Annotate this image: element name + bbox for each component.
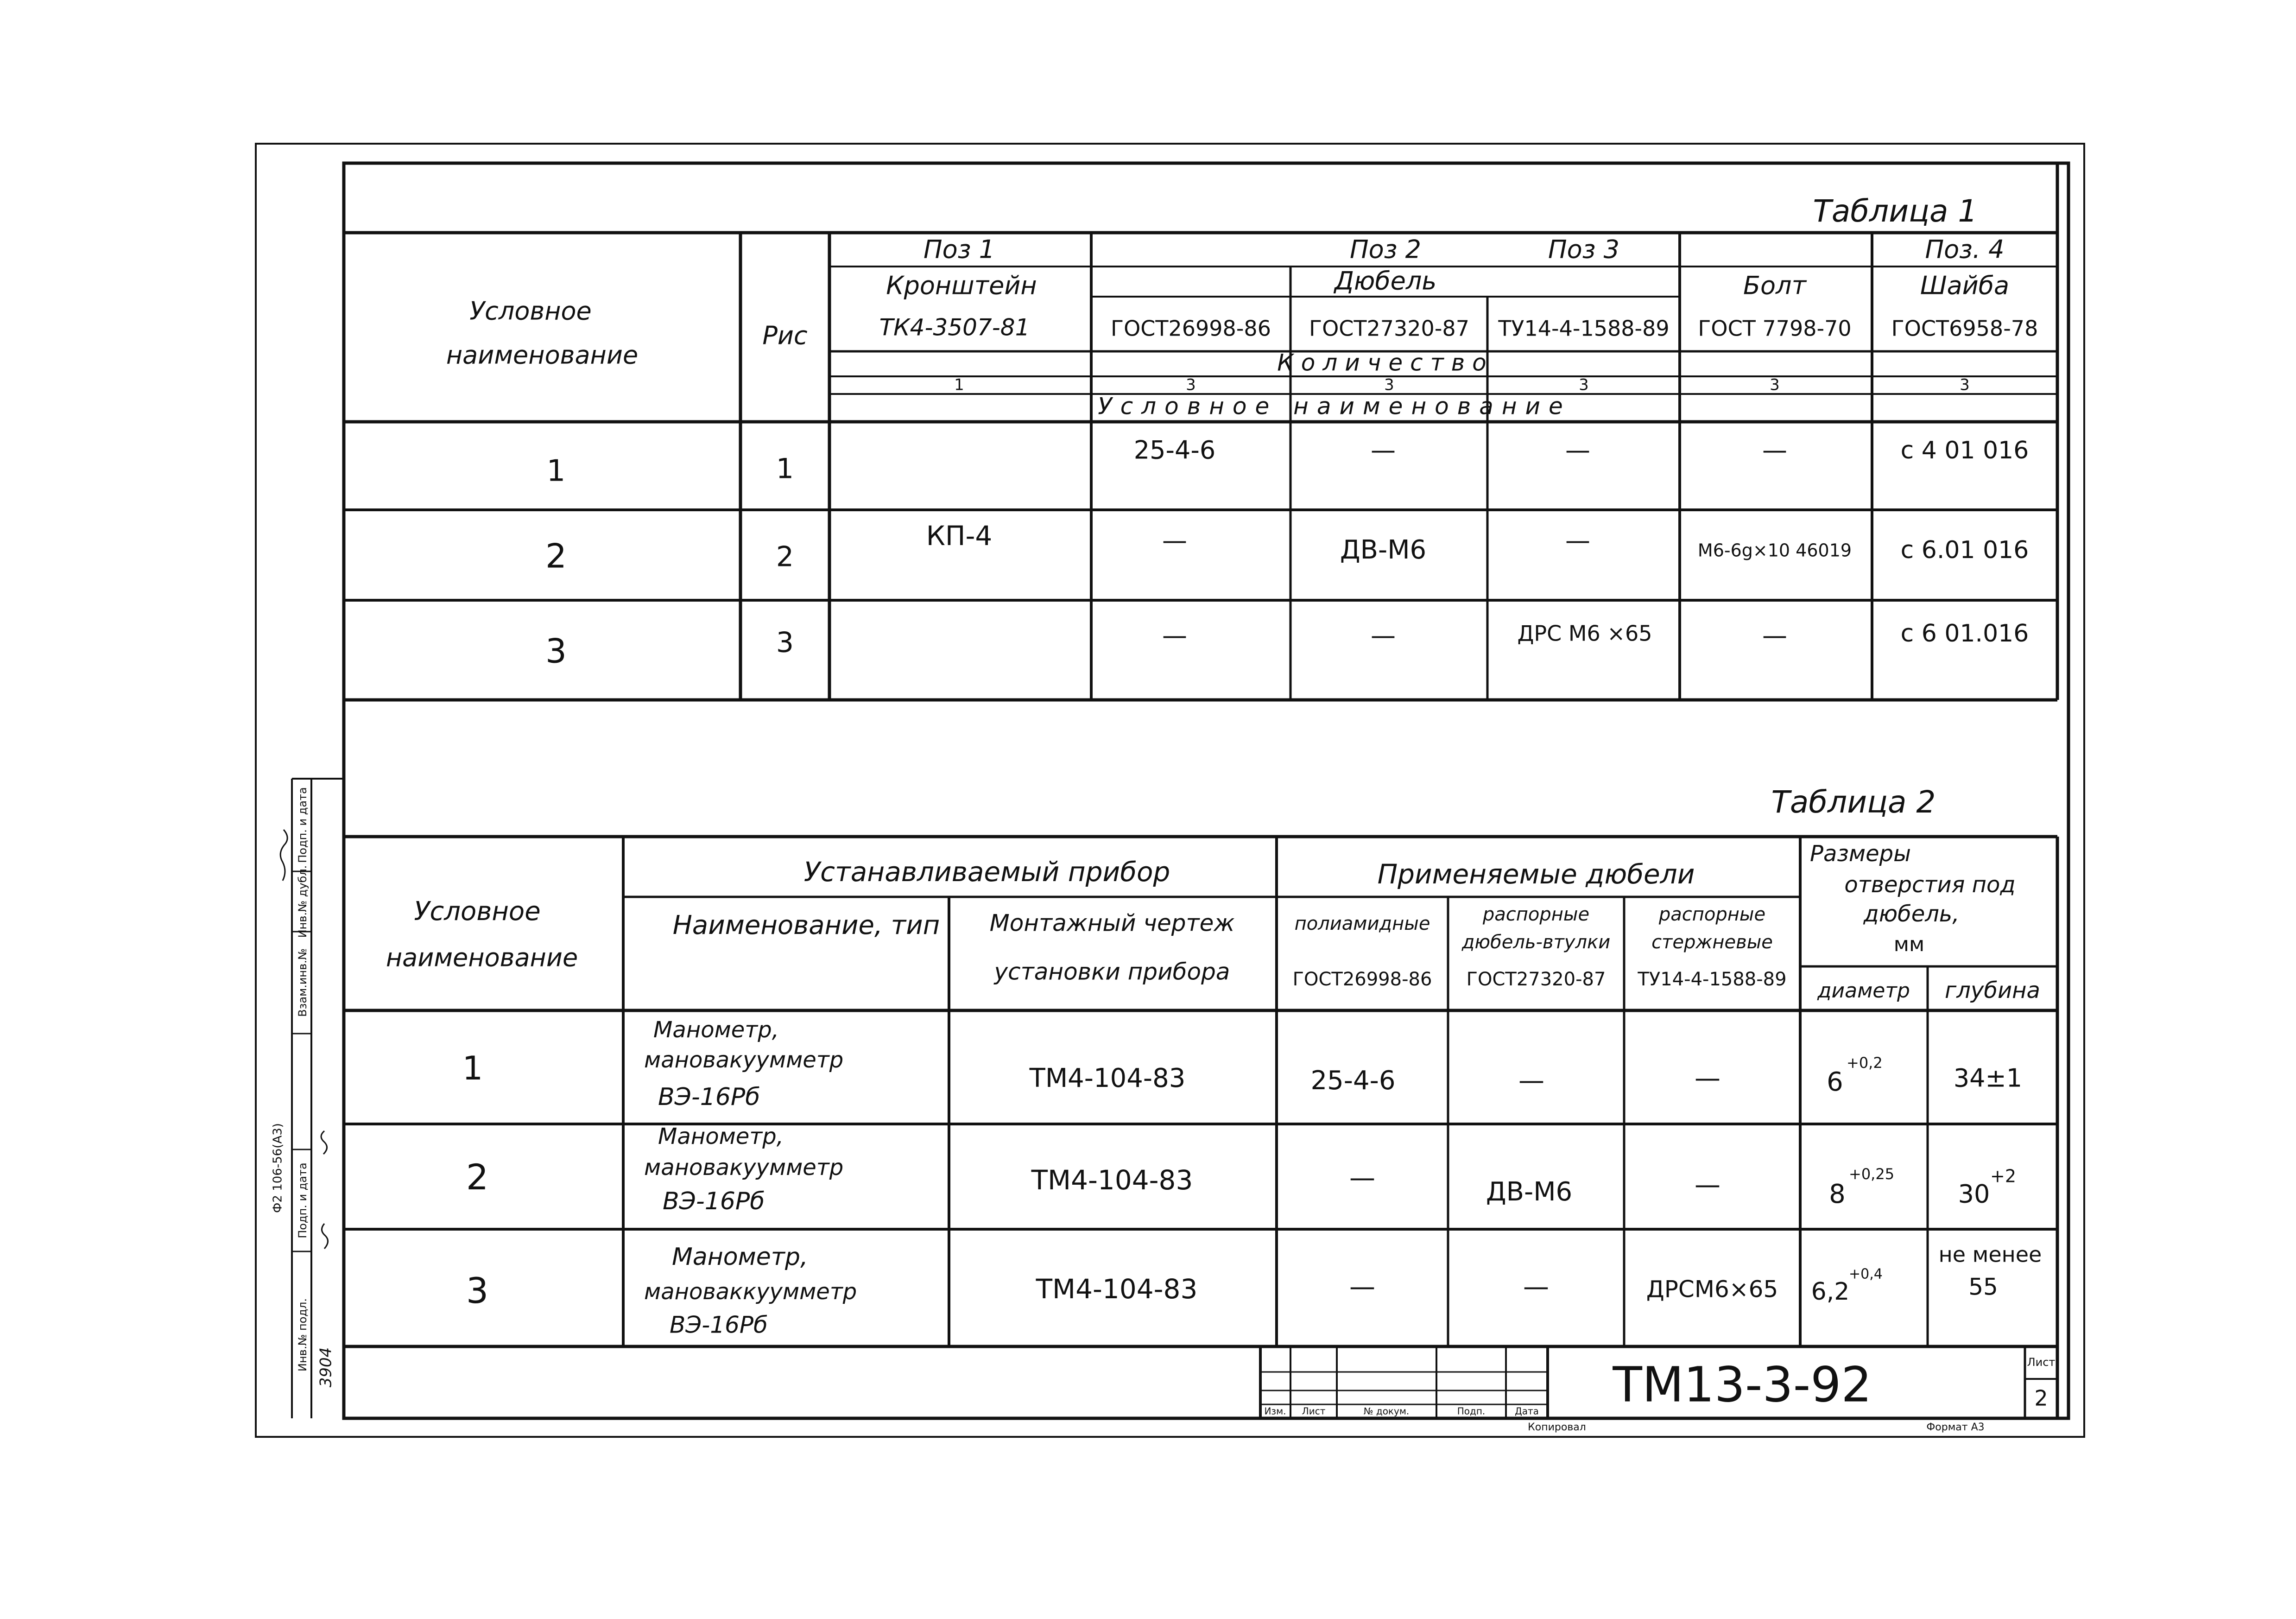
t2-row1-diam: 6 (1827, 1067, 1843, 1098)
t1-row3-da: — (1162, 621, 1187, 650)
t1-item2-std-b: ГОСТ27320-87 (1309, 316, 1469, 341)
t2-head-mount-a: Монтажный чертеж (989, 909, 1235, 937)
t1-cond-name-label: Условное наименование (1098, 393, 1571, 420)
t2-row3-diam: 6,2 (1811, 1278, 1850, 1306)
title-block-col-doc: № докум. (1363, 1405, 1410, 1417)
t2-row3-diam-tol: +0,4 (1849, 1266, 1883, 1283)
t1-row3-fig: 3 (776, 626, 794, 659)
title-block-col-sign: Подп. (1457, 1405, 1486, 1417)
t2-row2-mount: ТМ4-104-83 (1031, 1164, 1193, 1196)
t1-poz3: Поз 3 (1548, 235, 1619, 264)
copied-by-label: Копировал (1528, 1422, 1586, 1433)
t1-qty-2: 3 (1186, 375, 1196, 394)
t1-item1-std: ТК4-3507-81 (879, 314, 1030, 341)
t2-row1-poly: 25-4-6 (1310, 1066, 1396, 1096)
t1-row2-name: 2 (545, 536, 567, 576)
t2-head-device: Устанавливаемый прибор (803, 856, 1170, 888)
format-label: Формат А3 (1926, 1422, 1985, 1433)
t2-row3-dev-b: мановаккуумметр (644, 1279, 857, 1305)
t1-row1-da: 25-4-6 (1133, 435, 1216, 465)
t1-item2-std-a: ГОСТ26998-86 (1111, 316, 1271, 341)
t2-row2-depth-tol: +2 (1990, 1166, 2017, 1187)
t2-row3-dev-a: Манометр, (672, 1243, 808, 1271)
title-block-col-rev: Изм. (1264, 1405, 1286, 1417)
t2-row1-rod: — (1695, 1063, 1720, 1094)
table-2-caption: Таблица 2 (1771, 784, 1936, 820)
t2-head-name-line1: Условное (414, 896, 541, 927)
side-stamp-inv-dup: Инв.№ дубл. (296, 865, 309, 938)
t2-head-rod-std: ТУ14-4-1588-89 (1638, 969, 1787, 990)
t1-row3-name: 3 (545, 631, 567, 671)
t1-poz4: Поз. 4 (1925, 235, 2005, 264)
t2-head-name-line2: наименование (386, 943, 578, 972)
t1-item3-std: ГОСТ 7798-70 (1698, 316, 1852, 341)
t2-head-mount-b: установки прибора (994, 958, 1230, 985)
t2-row1-diam-tol: +0,2 (1847, 1054, 1883, 1072)
t2-head-exp-std: ГОСТ27320-87 (1466, 969, 1606, 990)
t2-row3-exp: — (1523, 1272, 1549, 1302)
t1-row1-bolt: — (1762, 435, 1787, 465)
t2-row2-rod: — (1695, 1170, 1720, 1200)
table-1-caption: Таблица 1 (1813, 193, 1978, 229)
t1-row2-da: — (1162, 526, 1187, 555)
t2-row3-depth-b: 55 (1968, 1273, 1998, 1301)
t2-row1-dev-a: Манометр, (653, 1017, 779, 1043)
t2-head-exp-a: распорные (1482, 904, 1590, 925)
t1-poz1: Поз 1 (923, 235, 995, 264)
t2-row1-name: 1 (462, 1049, 483, 1088)
t1-qty-4: 3 (1579, 375, 1589, 394)
t2-head-hole-a: Размеры (1810, 841, 1911, 867)
t2-row2-diam: 8 (1829, 1179, 1846, 1210)
t1-row3-dc: ДРС М6 ×65 (1517, 621, 1652, 646)
t2-row2-dev-a: Манометр, (658, 1124, 784, 1149)
side-stamp-sign-date2: Подп. и дата (296, 787, 309, 863)
t1-head-name-line2: наименование (446, 340, 639, 370)
t2-row1-mount: ТМ4-104-83 (1029, 1063, 1186, 1094)
t2-row1-dev-c: ВЭ-16Рб (658, 1083, 760, 1111)
t2-row1-depth: 34±1 (1953, 1063, 2023, 1093)
t2-row2-exp: ДВ-М6 (1486, 1177, 1573, 1207)
t2-row1-exp: — (1518, 1066, 1544, 1096)
t1-item3: Болт (1743, 271, 1807, 300)
t2-head-diam: диаметр (1817, 979, 1910, 1003)
t2-row2-poly: — (1349, 1163, 1375, 1194)
t1-row3-db: — (1371, 621, 1396, 650)
t1-item2: Дюбель (1334, 266, 1437, 296)
t1-qty-1: 1 (954, 375, 964, 394)
t1-poz2: Поз 2 (1350, 235, 1421, 264)
t1-item2-std-c: ТУ14-4-1588-89 (1498, 316, 1670, 341)
t1-row2-washer: с 6.01 016 (1900, 536, 2029, 564)
t1-row1-dc: — (1565, 435, 1590, 465)
t1-row2-fig: 2 (776, 540, 794, 573)
t2-head-hole-c: дюбель, (1863, 901, 1960, 927)
t1-bracket: КП-4 (926, 520, 993, 552)
t1-row1-name: 1 (546, 454, 566, 489)
t2-row2-name: 2 (466, 1156, 489, 1198)
t1-item4-std: ГОСТ6958-78 (1891, 316, 2038, 341)
t1-item1: Кронштейн (886, 271, 1037, 300)
t2-row1-dev-b: мановакуумметр (644, 1047, 844, 1073)
t1-row3-washer: с 6 01.016 (1900, 620, 2029, 648)
t2-head-poly-std: ГОСТ26998-86 (1292, 969, 1432, 990)
t2-head-exp-b: дюбель-втулки (1461, 932, 1611, 953)
t1-qty-6: 3 (1960, 375, 1970, 394)
t2-row3-depth: не менее (1938, 1242, 2042, 1267)
t1-row2-bolt: М6-6g×10 46019 (1697, 540, 1852, 561)
side-stamp-sign-date: Подп. и дата (296, 1162, 309, 1238)
side-stamp (271, 779, 344, 1418)
t2-row3-poly: — (1349, 1272, 1375, 1302)
t2-row3-dev-c: ВЭ-16Рб (670, 1311, 768, 1339)
sheet-number: 2 (2034, 1385, 2048, 1411)
t2-head-hole-b: отверстия под (1844, 872, 2016, 898)
t2-row3-mount: ТМ4-104-83 (1036, 1273, 1198, 1305)
t2-head-depth: глубина (1945, 978, 2040, 1003)
t1-head-fig: Рис (762, 321, 808, 350)
sheet-label: Лист (2027, 1356, 2056, 1369)
t2-head-hole-d: мм (1893, 933, 1925, 956)
t1-qty-3: 3 (1384, 375, 1394, 394)
t1-head-name-line1: Условное (469, 296, 592, 326)
t1-item4: Шайба (1920, 271, 2010, 300)
side-stamp-inv-orig: Инв.№ подл. (296, 1298, 309, 1371)
t1-row2-dc: — (1565, 526, 1590, 555)
t2-head-poly: полиамидные (1294, 913, 1430, 934)
t2-head-rod-b: стержневые (1651, 932, 1773, 953)
title-block-col-date: Дата (1515, 1405, 1539, 1417)
t2-row2-dev-c: ВЭ-16Рб (663, 1187, 765, 1215)
t2-head-rod-a: распорные (1658, 904, 1766, 925)
t1-row2-db: ДВ-М6 (1340, 535, 1427, 565)
t2-row2-depth: 30 (1958, 1179, 1990, 1209)
t1-row1-fig: 1 (776, 452, 794, 485)
t1-row1-washer: с 4 01 016 (1900, 437, 2029, 464)
t2-row3-name: 3 (466, 1270, 489, 1311)
t1-quantity-label: Количество (1277, 349, 1494, 376)
t2-row3-rod: ДРСМ6×65 (1646, 1276, 1778, 1303)
document-code: ТМ13-3-92 (1613, 1356, 1872, 1413)
side-stamp-inv-value: 3904 (316, 1347, 335, 1388)
table-1 (344, 163, 2057, 700)
side-stamp-form: Ф2 106-56(А3) (271, 1123, 285, 1213)
t1-qty-5: 3 (1770, 375, 1780, 394)
t2-head-type: Наименование, тип (672, 910, 940, 941)
t2-row2-diam-tol: +0,25 (1849, 1165, 1895, 1183)
t1-row1-db: — (1371, 435, 1396, 465)
t2-head-dowels: Применяемые дюбели (1377, 858, 1695, 890)
t1-row3-bolt: — (1762, 621, 1787, 650)
title-block-col-sheet: Лист (1302, 1405, 1326, 1417)
side-stamp-inv-repl: Взам.инв.№ (296, 948, 309, 1017)
t2-row2-dev-b: мановакуумметр (644, 1155, 844, 1181)
